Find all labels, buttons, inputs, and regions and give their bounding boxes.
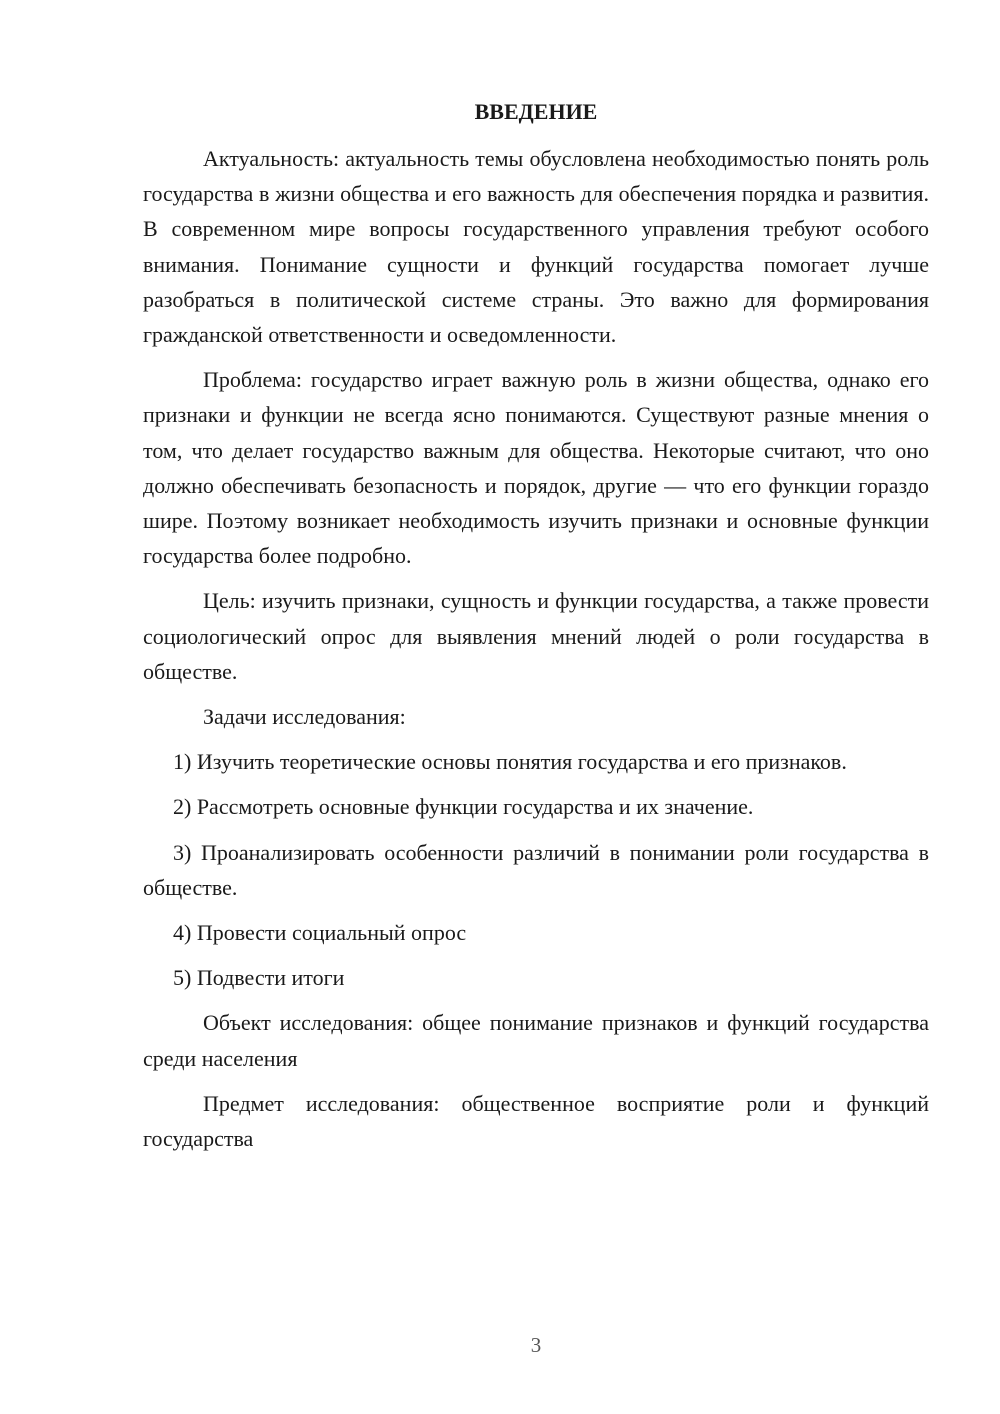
paragraph-relevance: Актуальность: актуальность темы обусловлена необходимостью понять роль государства в жизни общества и его важность для обеспечения порядка и развития. В современном мире вопросы государственного управления требуют особого внимания. Понимание сущности и функций государства помогает лучше разобраться в политической системе страны. Это важно для формирования гражданской ответственности и осведомленности. [143,146,929,348]
task-item-2: 2) Рассмотреть основные функции государства и их значение. [173,794,754,820]
page-number: 3 [530,1333,542,1357]
paragraph-tasks-heading: Задачи исследования: [203,704,406,730]
paragraph-research-subject: Предмет исследования: общественное восприятие роли и функций государства [143,1090,929,1152]
document-page [143,94,929,1166]
paragraph-problem: Проблема: государство играет важную роль в жизни общества, однако его признаки и функции не всегда ясно понимаются. Существуют разные мнения о том, что делает государство важным для общества. Некоторые считают, что оно должно обеспечивать безопасность и порядок, другие — что его функции гораздо шире. Поэтому возникает необходимость изучить признаки и основные функции государства более подробно. [143,367,929,569]
paragraph-research-object: Объект исследования: общее понимание признаков и функций государства среди населения [143,1010,929,1071]
task-item-5: 5) Подвести итоги [173,965,345,991]
document-title: ВВЕДЕНИЕ [474,99,598,124]
task-item-1: 1) Изучить теоретические основы понятия государства и его признаков. [173,749,847,775]
task-item-4: 4) Провести социальный опрос [173,920,467,946]
task-item-3: 3) Проанализировать особенности различий в понимании роли государства в обществе. [143,839,929,900]
paragraph-goal: Цель: изучить признаки, сущность и функции государства, а также провести социологический опрос для выявления мнений людей о роли государства в обществе. [143,588,929,684]
